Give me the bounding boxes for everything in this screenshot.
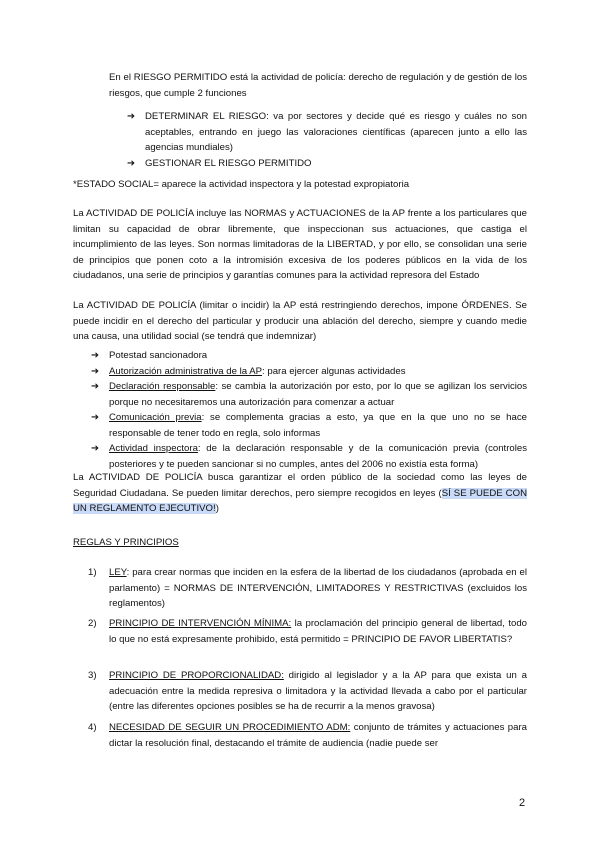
- arrow-icon: ➔: [91, 381, 100, 392]
- list-item: 4) NECESIDAD DE SEGUIR UN PROCEDIMIENTO ADM: conjunto de trámites y actuaciones para dictar la resolución final, destacando el trámite de audiencia (nadie puede ser: [88, 722, 527, 749]
- arrow-icon: ➔: [91, 412, 100, 423]
- highlighted-text: SÍ SE PUEDE CON UN REGLAMENTO EJECUTIVO!: [73, 487, 528, 514]
- arrow-icon: ➔: [91, 443, 100, 454]
- list-item: ➔ Declaración responsable: se cambia la autorización por esto, por lo que se agilizan los servicios porque no necesitaremos una autorización para comenzar a actuar: [91, 381, 528, 408]
- list-item: ➔ Comunicación previa: se complementa gracias a esto, ya que en la que uno no se hace responsable de tener todo en regla, solo informas: [91, 412, 527, 439]
- list-item: 2) PRINCIPIO DE INTERVENCIÓN MÍNIMA: la proclamación del principio general de libertad, todo lo que no está expresamente prohibido, está permitido = PRINCIPIO DE FAVOR LIBERTATIS?: [88, 618, 527, 645]
- arrow-icon: ➔: [127, 111, 136, 122]
- rules-list-4: [88, 720, 527, 751]
- estado-social-note: *ESTADO SOCIAL= aparece la actividad inspectora y la potestad expropiatoria: [73, 179, 410, 190]
- rules-list-2: [88, 616, 527, 647]
- arrow-icon: ➔: [127, 157, 136, 169]
- paragraph-actividad-policia: La ACTIVIDAD DE POLICÍA incluye las NORMAS y ACTUACIONES de la AP frente a los particulares que limitan su capacidad de obrar libremente, que inspeccionan sus actuaciones, que castiga el incumplimiento de las leyes. Son normas limitadoras de la LIBERTAD, y por ello, se consolidan una serie de principios que ponen coto a la intromisión excesiva de los poderes públicos en la vida de los ciudadanos, una serie de principios y garantías comunes para la actividad represora del Estado: [73, 208, 527, 281]
- page-number: 2: [519, 797, 526, 809]
- list-item: ➔ Autorización administrativa de la AP: para ejercer algunas actividades: [91, 364, 527, 380]
- paragraph-orden-publico: La ACTIVIDAD DE POLICÍA busca garantizar el orden público de la sociedad como las leyes de Seguridad Ciudadana. Se pueden limitar derechos, pero siempre recogidos en leyes (SÍ SE PUEDE CON UN REGLAMENTO EJECUTIVO!): [73, 472, 528, 514]
- arrow-icon: ➔: [91, 365, 100, 377]
- list-item: ➔ Potestad sancionadora: [91, 348, 527, 364]
- list-item: 3) PRINCIPIO DE PROPORCIONALIDAD: dirigido al legislador y a la AP para que exista un a adecuación entre la medida represiva o limitadora y la actividad llevada a cabo por el particular (entre las diferentes opciones posibles se ha de recurrir a la menos gravosa): [88, 670, 527, 712]
- rules-list-1: [88, 565, 527, 612]
- list-item: ➔ Actividad inspectora: de la declaración responsable y de la comunicación previa (controles posteriores y te pueden sancionar si no cumples, antes del 2006 no existía esta forma): [91, 443, 527, 470]
- paragraph-limitar-derechos: La ACTIVIDAD DE POLICÍA (limitar o incidir) la AP está restringiendo derechos, impone ÓRDENES. Se puede incidir en el derecho del particular y producir una ablación del derecho, siempre y cuando medie una causa, una utilidad social (se tendrá que indemnizar): [73, 300, 527, 342]
- rules-list-3: [88, 668, 527, 715]
- instruments-list: [91, 348, 527, 472]
- arrow-icon: ➔: [91, 350, 100, 361]
- list-item: ➔ DETERMINAR EL RIESGO: va por sectores y decide qué es riesgo y cuáles no son aceptables, entrando en juego las valoraciones científicas (aparecen junto a ello las agencias mundiales): [127, 111, 527, 153]
- riesgo-list: [127, 109, 527, 171]
- list-item: 1) LEY: para crear normas que inciden en la esfera de la libertad de los ciudadanos (aprobada en el parlamento) = NORMAS DE INTERVENCIÓN, LIMITADORES Y RESTRICTIVAS (excluidos los reglamentos): [88, 567, 527, 609]
- section-heading: REGLAS Y PRINCIPIOS: [73, 537, 179, 548]
- list-item: ➔ GESTIONAR EL RIESGO PERMITIDO: [127, 156, 527, 172]
- riesgo-paragraph: En el RIESGO PERMITIDO está la actividad de policía: derecho de regulación y de gestión de los riesgos, que cumple 2 funciones: [109, 72, 527, 99]
